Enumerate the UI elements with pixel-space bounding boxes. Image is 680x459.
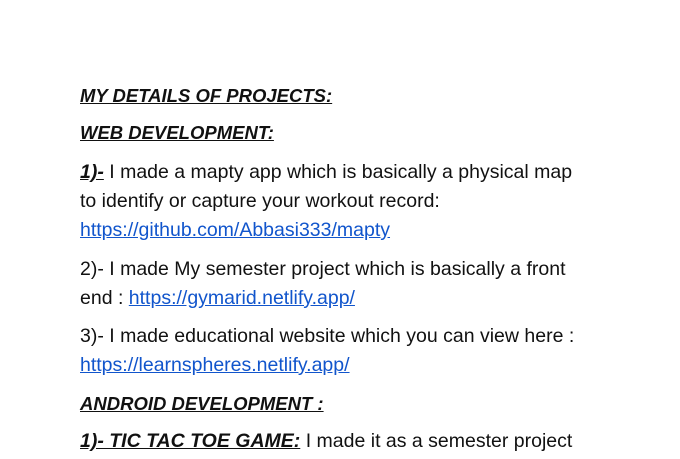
web-item-2-line-1: 2)- I made My semester project which is basically a front [80, 258, 566, 280]
web-item-1-link-line [80, 218, 390, 242]
android-item-1-text: I made it as a semester project [300, 430, 573, 452]
android-item-1-title: 1)- TIC TAC TOE GAME: [80, 430, 301, 452]
web-item-1-text: I made a mapty app which is basically a physical map [103, 161, 573, 183]
learnspheres-link[interactable]: https://learnspheres.netlify.app/ [80, 354, 350, 376]
android-development-heading: ANDROID DEVELOPMENT : [80, 393, 324, 414]
web-item-1-line-2: to identify or capture your workout record: [80, 190, 440, 212]
gymarid-link[interactable]: https://gymarid.netlify.app/ [128, 287, 355, 309]
web-item-3-link-line [80, 353, 350, 377]
web-development-heading: WEB DEVELOPMENT: [80, 122, 274, 143]
android-item-1 [80, 429, 572, 453]
web-item-3-line-1: 3)- I made educational website which you can view here : [80, 325, 575, 347]
web-item-1-line-1 [80, 160, 572, 184]
web-item-1-number: 1)- [80, 161, 104, 183]
web-item-2-prefix: end : [80, 287, 129, 309]
mapty-github-link[interactable]: https://github.com/Abbasi333/mapty [80, 219, 391, 241]
web-item-2-line-2 [80, 286, 355, 310]
projects-heading: MY DETAILS OF PROJECTS: [80, 85, 333, 106]
